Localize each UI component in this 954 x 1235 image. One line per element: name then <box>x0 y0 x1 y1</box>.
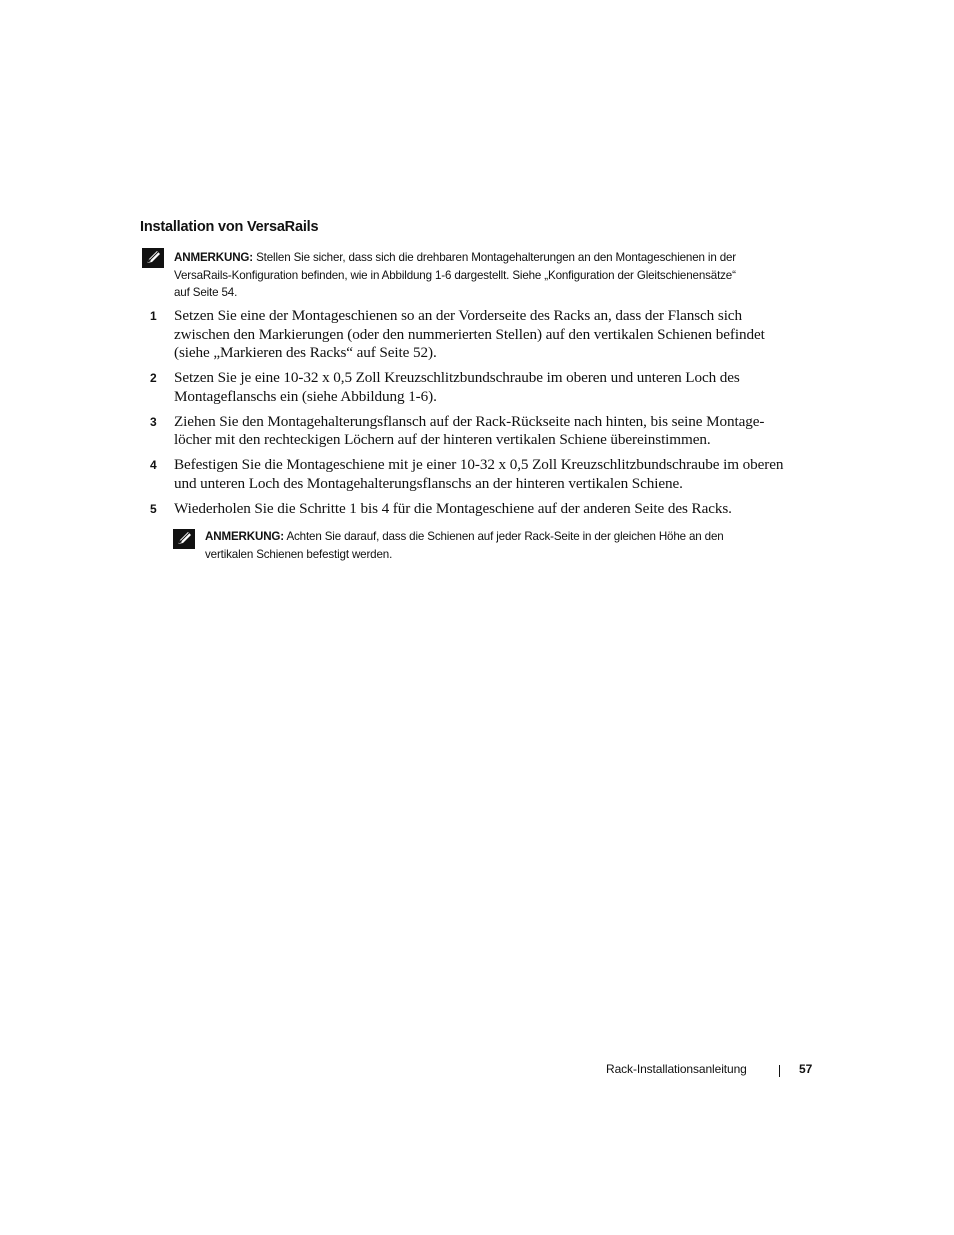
note-1-line-2: VersaRails-Konfiguration befinden, wie in Abbildung 1-6 dargestellt. Siehe „Konfiguration der Gleitschienensätze“ <box>174 268 736 282</box>
section-heading: Installation von VersaRails <box>140 219 319 235</box>
step-number: 3 <box>150 414 157 429</box>
note-1-line-1: ANMERKUNG: Stellen Sie sicher, dass sich die drehbaren Montagehalterungen an den Montageschienen in der <box>174 251 737 264</box>
step-4: 4 Befestigen Sie die Montageschiene mit je einer 10-32 x 0,5 Zoll Kreuzschlitzbundschraube im oberen und unteren Loch des Montagehalterungsflanschs an der hinteren vertikalen Schiene. <box>150 456 784 492</box>
step-3: 3 Ziehen Sie den Montagehalterungsflansch auf der Rack-Rückseite nach hinten, bis seine Montage- löcher mit den rechteckigen Löchern auf der hinteren vertikalen Schiene übereinstimmen. <box>150 412 765 449</box>
note-2-line-2: vertikalen Schienen befestigt werden. <box>205 547 393 561</box>
footer-document-title: Rack-Installationsanleitung <box>606 1062 747 1076</box>
note-1 <box>174 249 824 302</box>
note-2-label: ANMERKUNG: <box>205 530 285 543</box>
note-pencil-icon <box>173 529 195 549</box>
step-number: 1 <box>150 309 157 323</box>
note-1-label: ANMERKUNG: <box>174 251 254 264</box>
step-number: 4 <box>150 458 157 473</box>
footer-page-number: 57 <box>799 1062 813 1076</box>
note-2-line-1: ANMERKUNG: Achten Sie darauf, dass die Schienen auf jeder Rack-Seite in der gleichen Höhe an den <box>205 530 724 543</box>
step-5: 5 Wiederholen Sie die Schritte 1 bis 4 für die Montageschiene auf der anderen Seite des Racks. <box>150 499 732 517</box>
step-number: 5 <box>150 501 157 516</box>
step-2: 2 Setzen Sie je eine 10-32 x 0,5 Zoll Kreuzschlitzbundschraube im oberen und unteren Loch des Montageflanschs ein (siehe Abbildung 1-6). <box>150 369 740 405</box>
note-pencil-icon <box>142 248 164 268</box>
footer-separator <box>779 1065 780 1077</box>
step-1: 1 Setzen Sie eine der Montageschienen so an der Vorderseite des Racks an, dass der Flansch sich zwischen den Markierungen (oder den nummerierten Stellen) auf den vertikalen Schienen befindet (siehe „Markieren des Racks“ auf Seite 52). <box>150 307 765 362</box>
installation-steps <box>150 307 820 525</box>
step-number: 2 <box>150 371 157 386</box>
note-2 <box>205 528 825 563</box>
note-1-line-3: auf Seite 54. <box>174 286 238 299</box>
